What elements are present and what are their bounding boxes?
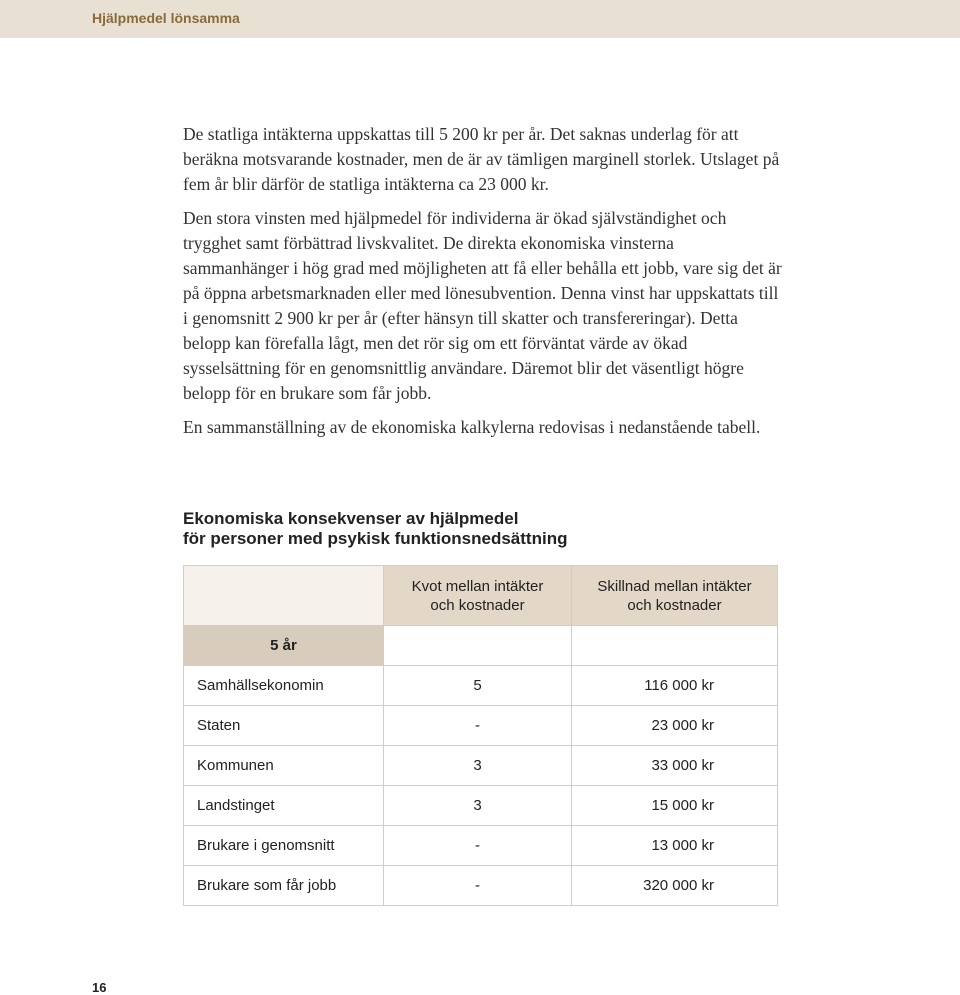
paragraph: En sammanställning av de ekonomiska kalkylerna redovisas i nedanstående tabell.	[183, 417, 761, 437]
row-kvot: 5	[384, 666, 572, 706]
row-kvot: -	[384, 866, 572, 906]
row-label: Brukare som får jobb	[184, 866, 384, 906]
row-label: Landstinget	[184, 786, 384, 826]
paragraph: Den stora vinsten med hjälpmedel för individerna är ökad självständighet och trygghet samt förbättrad livskvalitet. De direkta ekonomiska vinsterna sammanhänger i hög grad med möjligheten att få eller behålla ett jobb, vare sig det är på öppna arbetsmarknaden eller med lönesubvention. Denna vinst har uppskattats till i genomsnitt 2 900 kr per år (efter hänsyn till skatter och transfereringar). Detta belopp kan förefalla lågt, men det rör sig om ett förväntat värde av ökad sysselsättning för en genomsnittlig användare. Däremot blir det väsentligt högre belopp för en brukare som får jobb.	[183, 208, 782, 403]
period-row	[184, 626, 778, 666]
body-text	[183, 122, 783, 449]
row-kvot: -	[384, 706, 572, 746]
running-header: Hjälpmedel lönsamma	[92, 10, 240, 26]
table-corner-cell	[184, 566, 384, 626]
column-header-kvot: Kvot mellan intäkter och kostnader	[384, 566, 572, 626]
table-title-line: för personer med psykisk funktionsnedsättning	[183, 529, 568, 548]
period-label: 5 år	[184, 626, 384, 666]
table-row	[184, 746, 778, 786]
economics-table	[183, 565, 778, 906]
table-title	[183, 509, 567, 549]
table-row	[184, 706, 778, 746]
table-title-line: Ekonomiska konsekvenser av hjälpmedel	[183, 509, 519, 528]
row-diff: 320 000 kr	[572, 866, 778, 906]
row-diff: 33 000 kr	[572, 746, 778, 786]
row-label: Brukare i genomsnitt	[184, 826, 384, 866]
row-label: Kommunen	[184, 746, 384, 786]
table-row	[184, 866, 778, 906]
row-diff: 13 000 kr	[572, 826, 778, 866]
row-diff: 116 000 kr	[572, 666, 778, 706]
page-number: 16	[92, 980, 107, 995]
row-diff: 23 000 kr	[572, 706, 778, 746]
row-kvot: 3	[384, 786, 572, 826]
table-row	[184, 826, 778, 866]
row-diff: 15 000 kr	[572, 786, 778, 826]
table-header-row	[184, 566, 778, 626]
row-kvot: -	[384, 826, 572, 866]
row-label: Samhällsekonomin	[184, 666, 384, 706]
table-row	[184, 786, 778, 826]
paragraph: De statliga intäkterna uppskattas till 5 200 kr per år. Det saknas underlag för att beräkna motsvarande kostnader, men de är av tämligen marginell storlek. Utslaget på fem år blir därför de statliga intäkterna ca 23 000 kr.	[183, 124, 780, 194]
row-kvot: 3	[384, 746, 572, 786]
column-header-diff: Skillnad mellan intäkter och kostnader	[572, 566, 778, 626]
row-label: Staten	[184, 706, 384, 746]
table-row	[184, 666, 778, 706]
